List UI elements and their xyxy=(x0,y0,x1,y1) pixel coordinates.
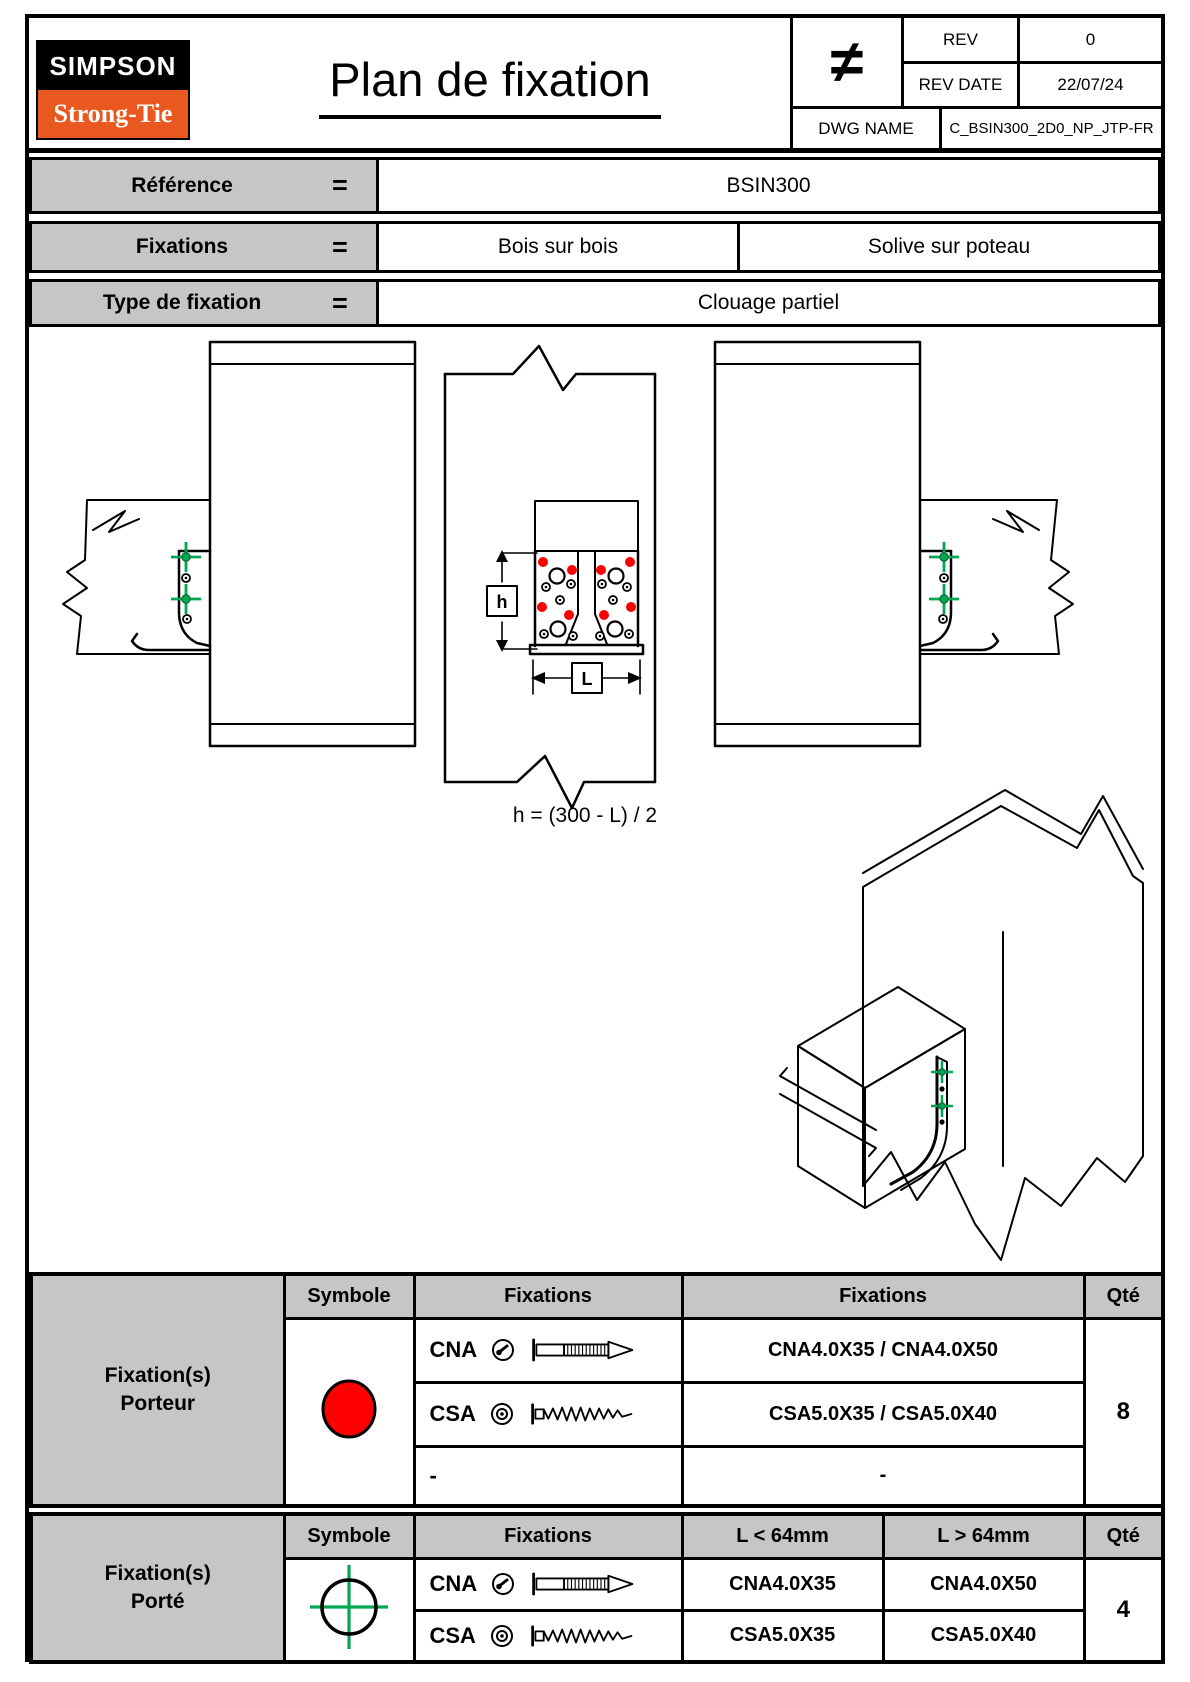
projection-symbol-cell: ≠ xyxy=(790,18,904,109)
screw-icon xyxy=(528,1623,648,1649)
break-mark-icon xyxy=(993,511,1039,532)
header-symbole: Symbole xyxy=(284,1514,414,1558)
empty-value-cell: - xyxy=(682,1446,1084,1506)
header-symbole: Symbole xyxy=(284,1274,414,1318)
table-fixations-porte xyxy=(29,1512,1165,1664)
post-right xyxy=(715,342,920,746)
header-qty: Qté xyxy=(1084,1514,1163,1558)
symbol-porte xyxy=(284,1558,414,1662)
page-title: Plan de fixation xyxy=(200,52,780,119)
screw-icon xyxy=(528,1401,648,1427)
dimension-h xyxy=(487,550,537,652)
table-fixations-porteur xyxy=(29,1272,1165,1508)
hanger-side-left xyxy=(132,542,210,650)
csa-head-icon xyxy=(490,1624,514,1648)
reference-value-cell: BSIN300 xyxy=(379,157,1161,214)
fixations-value-1: Bois sur bois xyxy=(379,221,737,273)
header-fixations-1: Fixations xyxy=(414,1274,682,1318)
post-center-bottom-break xyxy=(445,756,655,808)
hanger-front-view xyxy=(530,501,643,654)
dwg-name-label-cell: DWG NAME xyxy=(790,109,942,148)
info-row-fixations xyxy=(29,221,1161,273)
technical-drawing xyxy=(25,316,1165,1272)
simpson-strongtie-logo xyxy=(36,40,190,140)
fix-cna-cell: CNA xyxy=(414,1318,682,1382)
joist-3d-break xyxy=(780,1068,876,1156)
reference-label-cell: Référence = xyxy=(29,157,379,214)
header-fixations: Fixations xyxy=(414,1514,682,1558)
csa-small-cell: CSA5.0X35 xyxy=(682,1610,883,1662)
header-separator xyxy=(25,148,1161,153)
rev-value-cell: 0 xyxy=(1020,18,1161,64)
side-view-right xyxy=(715,342,1073,746)
svg-text:h: h xyxy=(496,592,508,612)
qty-porteur: 8 xyxy=(1084,1318,1163,1506)
header-fixations-2: Fixations xyxy=(682,1274,1084,1318)
green-crosshair-icon xyxy=(305,1561,393,1653)
fix-csa-cell: CSA xyxy=(414,1382,682,1446)
dimension-l xyxy=(531,660,642,694)
equals-sign: = xyxy=(332,231,348,262)
csa-value-cell: CSA5.0X35 / CSA5.0X40 xyxy=(682,1382,1084,1446)
svg-text:L: L xyxy=(581,669,593,689)
fixations-value-2: Solive sur poteau xyxy=(737,221,1161,273)
header-qty: Qté xyxy=(1084,1274,1163,1318)
hanger-side-right xyxy=(920,542,998,650)
row-label-porteur: Fixation(s) Porteur xyxy=(31,1274,284,1506)
csa-large-cell: CSA5.0X40 xyxy=(883,1610,1084,1662)
isometric-view xyxy=(780,790,1143,1260)
cna-small-cell: CNA4.0X35 xyxy=(682,1558,883,1610)
type-fixation-value-cell: Clouage partiel xyxy=(379,279,1161,327)
symbol-porteur xyxy=(284,1318,414,1506)
break-mark-icon xyxy=(93,511,139,532)
type-fixation-label-cell: Type de fixation = xyxy=(29,279,379,327)
post-3d-top-break xyxy=(863,790,1143,873)
small-holes xyxy=(540,580,633,640)
front-view-center xyxy=(445,346,657,827)
header-l-large: L > 64mm xyxy=(883,1514,1084,1558)
cna-value-cell: CNA4.0X35 / CNA4.0X50 xyxy=(682,1318,1084,1382)
csa-head-icon xyxy=(490,1402,514,1426)
side-view-left xyxy=(63,342,415,746)
dwg-name-value-cell: C_BSIN300_2D0_NP_JTP-FR xyxy=(949,120,1154,137)
nail-icon xyxy=(529,1571,649,1597)
rev-date-value-cell: 22/07/24 xyxy=(1020,64,1161,109)
logo-simpson: SIMPSON xyxy=(38,42,188,90)
nail-icon xyxy=(529,1337,649,1363)
rev-date-label-cell: REV DATE xyxy=(904,64,1020,109)
fix-cna-cell: CNA xyxy=(414,1558,682,1610)
post-left xyxy=(210,342,415,746)
header-l-small: L < 64mm xyxy=(682,1514,883,1558)
porteur-fixation-holes xyxy=(537,557,636,620)
fix-csa-cell: CSA xyxy=(414,1610,682,1662)
rev-label-cell: REV xyxy=(904,18,1020,64)
red-circle-icon xyxy=(320,1378,378,1440)
info-row-reference xyxy=(29,157,1161,214)
post-center-top-break xyxy=(445,346,655,390)
post-3d-bottom-break xyxy=(863,1152,1143,1260)
equals-sign: = xyxy=(332,170,348,200)
equals-sign: = xyxy=(332,287,348,318)
cna-head-icon xyxy=(491,1572,515,1596)
formula-text: h = (300 - L) / 2 xyxy=(512,804,658,827)
fix-empty-cell: - xyxy=(414,1446,682,1506)
logo-strongtie: Strong-Tie xyxy=(38,90,188,138)
row-label-porte: Fixation(s) Porté xyxy=(31,1514,284,1662)
cna-head-icon xyxy=(491,1338,515,1362)
cna-large-cell: CNA4.0X50 xyxy=(883,1558,1084,1610)
qty-porte: 4 xyxy=(1084,1558,1163,1662)
fixations-label-cell: Fixations = xyxy=(29,221,379,273)
